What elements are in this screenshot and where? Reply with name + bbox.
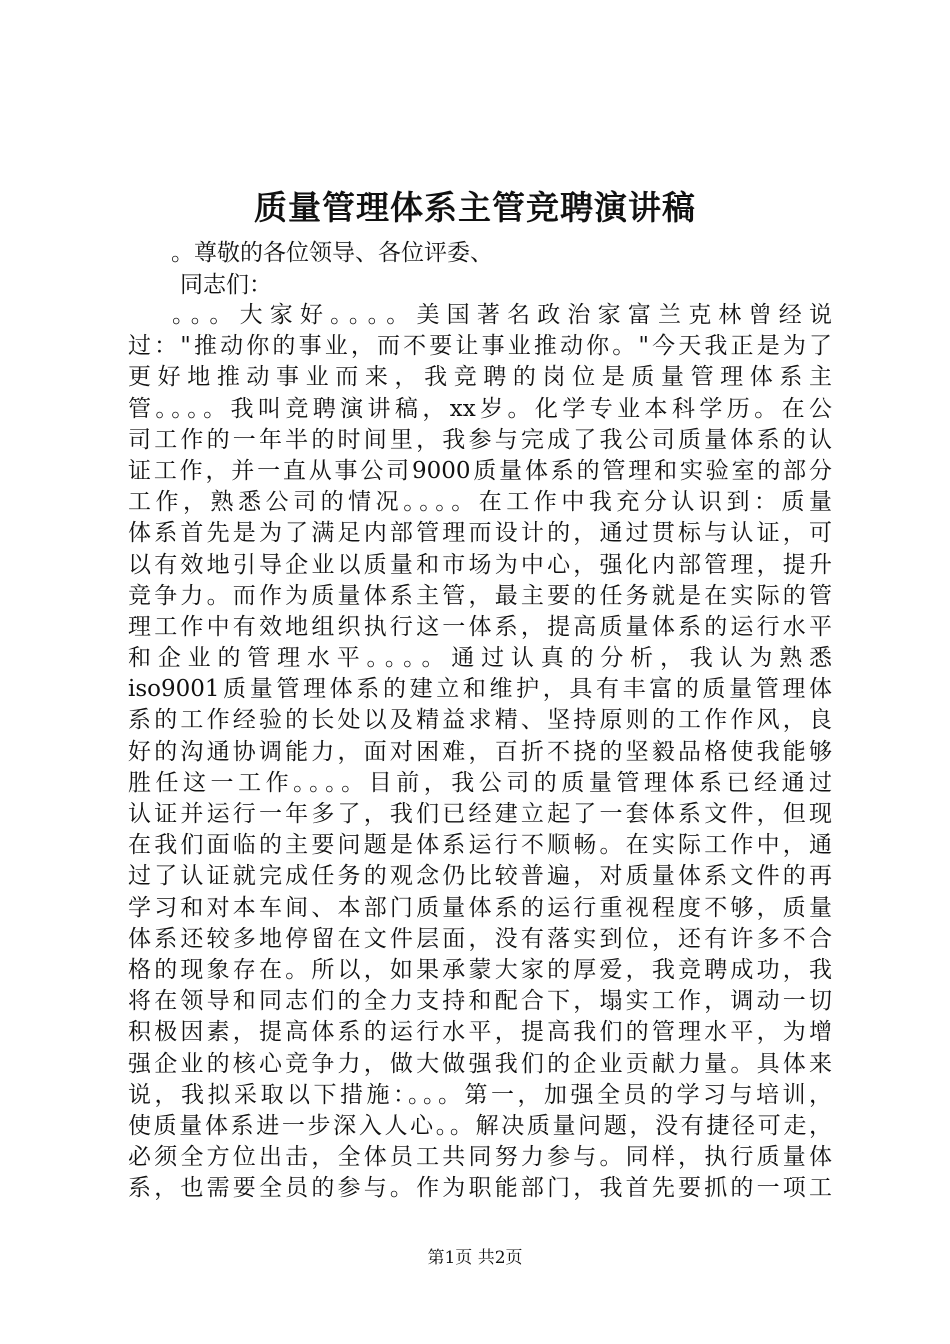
page-footer: 第1页 共2页 <box>427 1248 523 1268</box>
body-line: 工作，熟悉公司的情况。。。。在工作中我充分认识到：质量 <box>128 489 832 516</box>
body-line: 体系首先是为了满足内部管理而设计的，通过贯标与认证，可 <box>128 520 832 547</box>
body-line: 格的现象存在。所以，如果承蒙大家的厚爱，我竞聘成功，我 <box>128 956 832 983</box>
body-line: 过了认证就完成任务的观念仍比较普遍，对质量体系文件的再 <box>128 863 832 890</box>
body-line: 体系还较多地停留在文件层面，没有落实到位，还有许多不合 <box>128 925 832 952</box>
body-line: 理工作中有效地组织执行这一体系，提高质量体系的运行水平 <box>128 613 832 640</box>
greeting-line-1: 。尊敬的各位领导、各位评委、 <box>171 240 493 266</box>
body-line: 必须全方位出击，全体员工共同努力参与。同样，执行质量体 <box>128 1144 832 1171</box>
body-line: 在我们面临的主要问题是体系运行不顺畅。在实际工作中，通 <box>128 832 832 859</box>
body-line: 司工作的一年半的时间里，我参与完成了我公司质量体系的认 <box>128 426 832 453</box>
body-line: 管。。。。我叫竞聘演讲稿，xx岁。化学专业本科学历。在公 <box>128 395 832 422</box>
body-line: 使质量体系进一步深入人心。。解决质量问题，没有捷径可走， <box>128 1112 832 1139</box>
body-paragraph <box>128 300 832 1204</box>
body-line: 。。。大家好。。。。美国著名政治家富兰克林曾经说 <box>172 302 832 328</box>
body-line: 好的沟通协调能力，面对困难，百折不挠的坚毅品格使我能够 <box>128 738 832 765</box>
body-line: iso9001质量管理体系的建立和维护，具有丰富的质量管理体 <box>128 676 832 703</box>
body-line: 过："推动你的事业，而不要让事业推动你。"今天我正是为了 <box>128 333 832 360</box>
body-line: 胜任这一工作。。。。目前，我公司的质量管理体系已经通过 <box>128 769 832 796</box>
body-line: 竞争力。而作为质量体系主管，最主要的任务就是在实际的管 <box>128 582 832 609</box>
body-line: 以有效地引导企业以质量和市场为中心，强化内部管理，提升 <box>128 551 832 578</box>
body-line: 学习和对本车间、本部门质量体系的运行重视程度不够，质量 <box>128 894 832 921</box>
body-line: 积极因素，提高体系的运行水平，提高我们的管理水平，为增 <box>128 1019 832 1046</box>
body-line: 将在领导和同志们的全力支持和配合下，塌实工作，调动一切 <box>128 988 832 1015</box>
body-line: 系，也需要全员的参与。作为职能部门，我首先要抓的一项工 <box>128 1175 832 1202</box>
body-line: 系的工作经验的长处以及精益求精、坚持原则的工作作风，良 <box>128 707 832 734</box>
body-line: 证工作，并一直从事公司9000质量体系的管理和实验室的部分 <box>128 457 832 484</box>
body-line: 认证并运行一年多了，我们已经建立起了一套体系文件，但现 <box>128 801 832 827</box>
greeting-line-2: 同志们： <box>180 272 272 298</box>
body-line: 说，我拟采取以下措施：。。。第一，加强全员的学习与培训， <box>128 1081 832 1108</box>
body-line: 和企业的管理水平。。。。通过认真的分析，我认为熟悉 <box>128 645 832 672</box>
body-line: 强企业的核心竞争力，做大做强我们的企业贡献力量。具体来 <box>128 1050 832 1077</box>
body-line: 更好地推动事业而来，我竞聘的岗位是质量管理体系主 <box>128 364 832 391</box>
document-title: 质量管理体系主管竞聘演讲稿 <box>254 188 696 227</box>
